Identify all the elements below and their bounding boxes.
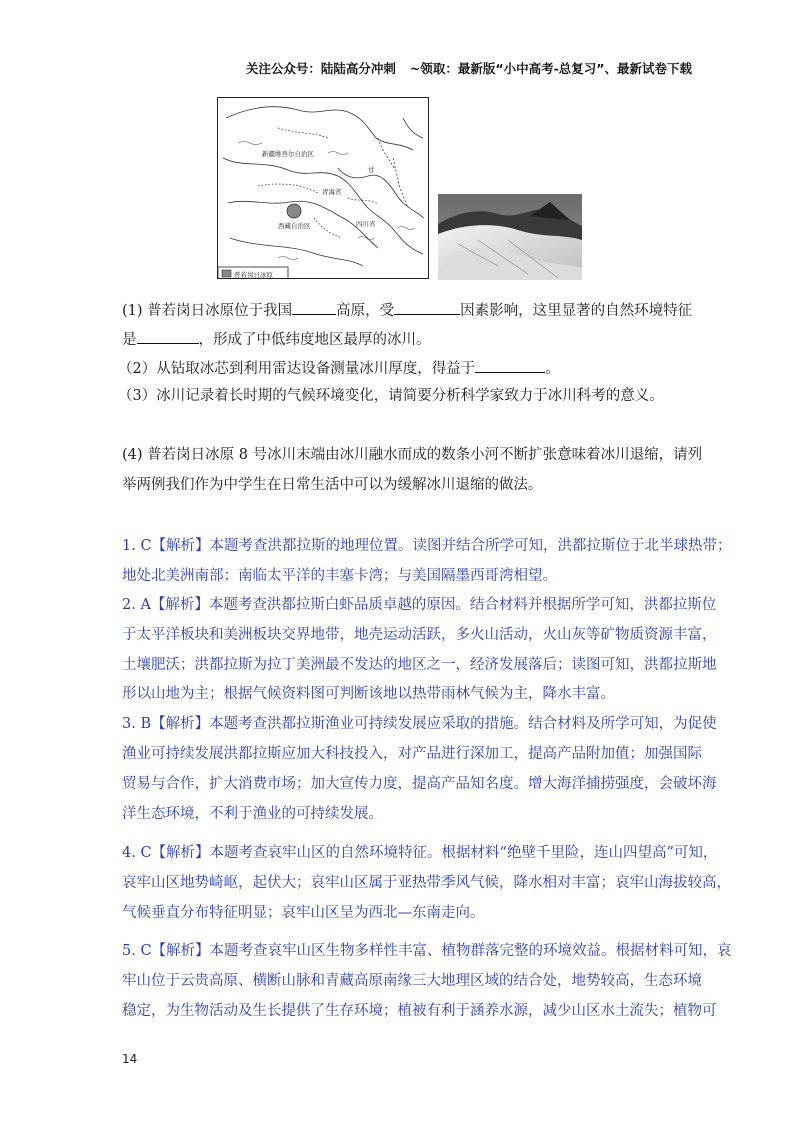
glacier-photo-drawing: [438, 194, 582, 280]
question-1-line-2: 是 ，形成了中低纬度地区最厚的冰川。: [122, 329, 431, 349]
answer-line: 贸易与合作，扩大消费市场；加大宣传力度，提高产品知名度。增大海洋捕捞强度，会破坏海: [122, 776, 717, 792]
answer-line: 稳定，为生物活动及生长提供了生存环境；植被有利于涵养水源，减少山区水土流失；植物可: [122, 1003, 717, 1019]
page-header: [246, 59, 692, 77]
answer-line: 地处北美洲南部；南临太平洋的丰塞卡湾；与美国隔墨西哥湾相望。: [122, 568, 557, 584]
header-right: ~领取：最新版“小中高考-总复习”、最新试卷下载: [409, 61, 692, 76]
answer-line: 牢山位于云贵高原、横断山脉和青藏高原南缘三大地理区域的结合处，地势较高，生态环境: [122, 973, 702, 989]
label-gansu: 甘: [368, 166, 375, 174]
page-number: 14: [122, 1052, 138, 1066]
question-1-line-1: (1) 普若岗日冰原位于我国 高原，受 因素影响，这里显著的自然环境特征: [122, 300, 692, 320]
map-figure: [217, 97, 429, 279]
answer-line: 1. C【解析】本题考查洪都拉斯的地理位置。读图并结合所学可知，洪都拉斯位于北半球热带；: [122, 538, 732, 554]
answer-line: 土壤肥沃；洪都拉斯为拉丁美洲最不发达的地区之一，经济发展落后；读图可知，洪都拉斯地: [122, 657, 717, 673]
blank-technology[interactable]: [475, 358, 545, 373]
answer-line: 气候垂直分布特征明显；哀牢山区呈为西北—东南走向。: [122, 905, 485, 921]
question-2: （2）从钻取冰芯到利用雷达设备测量冰川厚度，得益于 。: [118, 358, 560, 378]
blank-factor[interactable]: [394, 300, 460, 315]
answer-line: 于太平洋板块和美洲板块交界地带，地壳运动活跃，多火山活动，火山灰等矿物质资源丰富，: [122, 627, 717, 643]
glacier-photo: [438, 194, 582, 280]
question-3: （3）冰川记录着长时期的气候环境变化，请简要分析科学家致力于冰川科考的意义。: [118, 388, 664, 404]
label-sichuan: 四川省: [356, 220, 376, 228]
answer-line: 4. C【解析】本题考查哀牢山区的自然环境特征。根据材料“绝壁千里险，连山四望高”可知，: [122, 845, 718, 861]
legend-label: 普若岗日冰原: [234, 271, 273, 279]
blank-plateau[interactable]: [292, 300, 336, 315]
answer-line: 3. B【解析】本题考查洪都拉斯渔业可持续发展应采取的措施。结合材料及所学可知，为促使: [122, 716, 717, 732]
answer-line: 洋生态环境，不利于渔业的可持续发展。: [122, 806, 383, 822]
blank-feature[interactable]: [137, 329, 199, 344]
question-4-line-1: (4) 普若岗日冰原 8 号冰川末端由冰川融水而成的数条小河不断扩张意味着冰川退缩，请列: [122, 447, 703, 463]
header-left: 关注公众号：陆陆高分冲刺: [245, 61, 396, 76]
question-4-line-2: 举两例我们作为中学生在日常生活中可以为缓解冰川退缩的做法。: [122, 477, 543, 493]
label-tibet: 西藏自治区: [278, 222, 311, 230]
answer-line: 2. A【解析】本题考查洪都拉斯白虾品质卓越的原因。结合材料并根据所学可知，洪都拉斯位: [122, 597, 717, 613]
legend-swatch: [222, 270, 231, 277]
answer-line: 5. C【解析】本题考查哀牢山区生物多样性丰富、植物群落完整的环境效益。根据材料可知，哀: [122, 943, 732, 959]
answer-line: 哀牢山区地势崎岖，起伏大；哀牢山区属于亚热带季风气候，降水相对丰富；哀牢山海拔较高，: [122, 875, 731, 891]
answer-line: 渔业可持续发展洪都拉斯应加大科技投入，对产品进行深加工，提高产品附加值；加强国际: [122, 746, 702, 762]
map-drawing: [218, 98, 429, 279]
answer-line: 形以山地为主；根据气候资料图可判断该地以热带雨林气候为主，降水丰富。: [122, 686, 615, 702]
label-xinjiang: 新疆维吾尔自治区: [262, 150, 314, 158]
label-qinghai: 青海省: [322, 188, 342, 196]
glacier-marker: [287, 204, 301, 218]
